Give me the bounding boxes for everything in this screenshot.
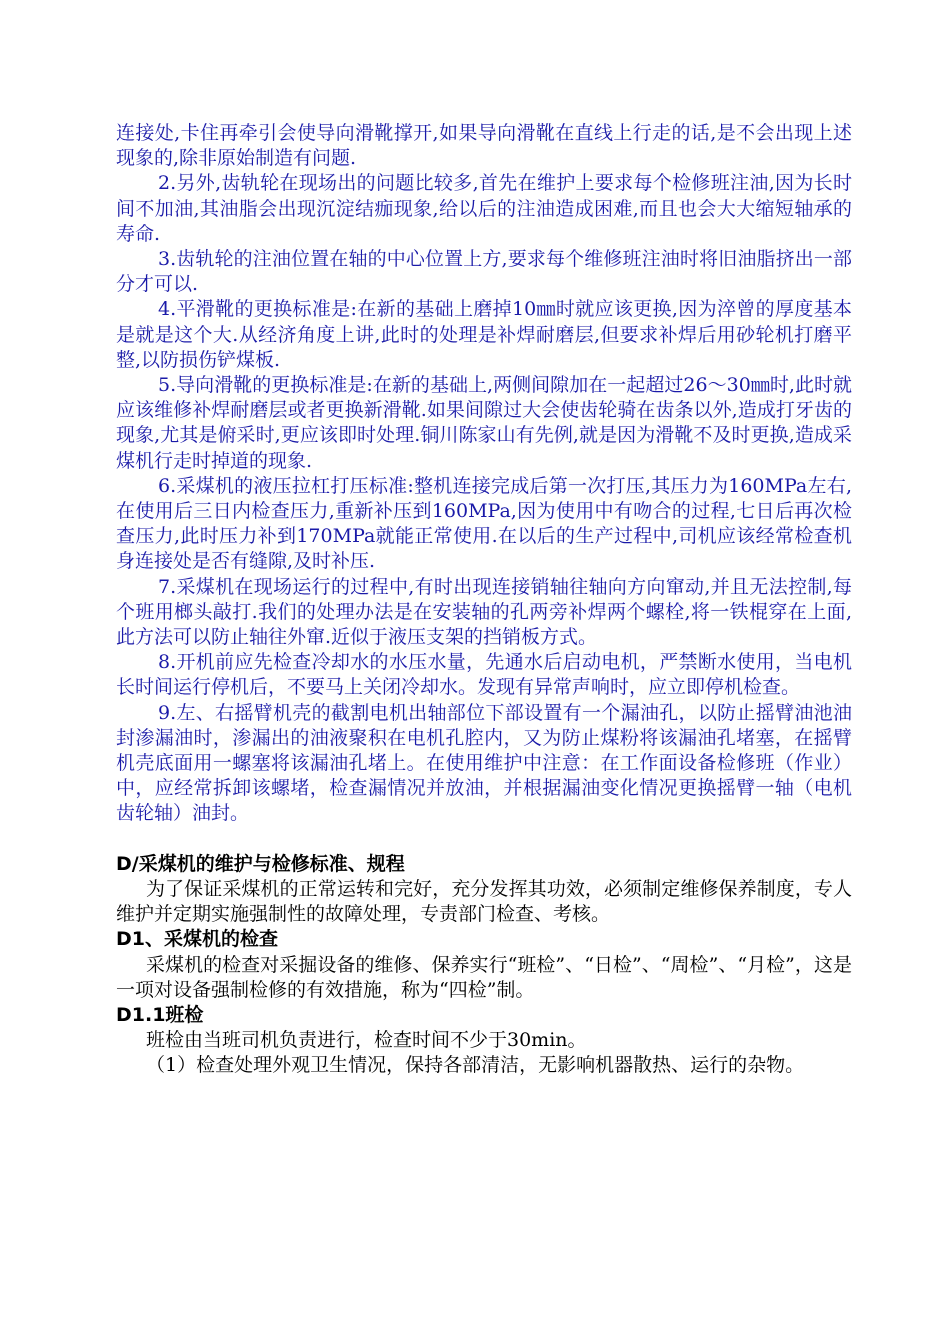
note-paragraph-2: 2.另外,齿轨轮在现场出的问题比较多,首先在维护上要求每个检修班注油,因为长时间不加油,其油脂会出现沉淀结痂现象,给以后的注油造成困难,而且也会大大缩短轴承的寿命. [116, 172, 852, 245]
note-paragraph-3: 3.齿轨轮的注油位置在轴的中心位置上方,要求每个维修班注油时将旧油脂挤出一部分才可以. [116, 248, 852, 296]
section-d11-heading: D1.1班检 [116, 1003, 204, 1026]
section-d1-text: 采煤机的检查对采掘设备的维修、保养实行“班检”、“日检”、“周检”、“月检”，这是一项对设备强制检修的有效措施，称为“四检”制。 [116, 953, 852, 1001]
section-d-intro: 为了保证采煤机的正常运转和完好，充分发挥其功效，必须制定维修保养制度，专人维护并定期实施强制性的故障处理，专责部门检查、考核。 [116, 877, 852, 926]
maintenance-notes [116, 121, 852, 827]
note-paragraph-7: 7.采煤机在现场运行的过程中,有时出现连接销轴往轴向方向窜动,并且无法控制,每个班用榔头敲打.我们的处理办法是在安装轴的孔两旁补焊两个螺栓,将一铁棍穿在上面,此方法可以防止轴往外窜.近似于液压支架的挡销板方式。 [116, 575, 852, 649]
note-paragraph-9: 9.左、右摇臂机壳的截割电机出轴部位下部设置有一个漏油孔，以防止摇臂油池油封渗漏油时，渗漏出的油液聚积在电机孔腔内，又为防止煤粉将该漏油孔堵塞，在摇臂机壳底面用一螺塞将该漏油孔堵上。在使用维护中注意：在工作面设备检修班（作业）中，应经常拆卸该螺堵，检查漏情况并放油，并根据漏油变化情况更换摇臂一轴（电机齿轮轴）油封。 [116, 701, 852, 825]
note-paragraph-1: 连接处,卡住再牵引会使导向滑靴撑开,如果导向滑靴在直线上行走的话,是不会出现上述现象的,除非原始制造有问题. [116, 122, 852, 170]
note-paragraph-5: 5.导向滑靴的更换标准是:在新的基础上,两侧间隙加在一起超过26～30㎜时,此时就应该维修补焊耐磨层或者更换新滑靴.如果间隙过大会使齿轮骑在齿条以外,造成打牙齿的现象,尤其是俯采时,更应该即时处理.铜川陈家山有先例,就是因为滑靴不及时更换,造成采煤机行走时掉道的现象. [116, 374, 852, 472]
note-paragraph-4: 4.平滑靴的更换标准是:在新的基础上磨掉10㎜时就应该更换,因为淬曾的厚度基本是就是这个大.从经济角度上讲,此时的处理是补焊耐磨层,但要求补焊后用砂轮机打磨平整,以防损伤铲煤板. [116, 298, 852, 371]
section-d11-item-1: （1）检查处理外观卫生情况，保持各部清洁，无影响机器散热、运行的杂物。 [146, 1054, 805, 1077]
section-d-heading: D/采煤机的维护与检修标准、规程 [116, 852, 405, 875]
section-d [116, 852, 852, 1079]
section-d11-text: 班检由当班司机负责进行，检查时间不少于30min。 [146, 1029, 587, 1052]
note-paragraph-6: 6.采煤机的液压拉杠打压标准:整机连接完成后第一次打压,其压力为160MPa左右,在使用后三日内检查压力,重新补压到160MPa,因为使用中有吻合的过程,七日后再次检查压力,此时压力补到170MPa就能正常使用.在以后的生产过程中,司机应该经常检查机身连接处是否有缝隙,及时补压. [116, 474, 852, 573]
note-paragraph-8: 8.开机前应先检查冷却水的水压水量，先通水后启动电机，严禁断水使用，当电机长时间运行停机后，不要马上关闭冷却水。发现有异常声响时，应立即停机检查。 [116, 651, 852, 699]
document-page [116, 121, 852, 1079]
section-d1-heading: D1、采煤机的检查 [116, 928, 278, 951]
